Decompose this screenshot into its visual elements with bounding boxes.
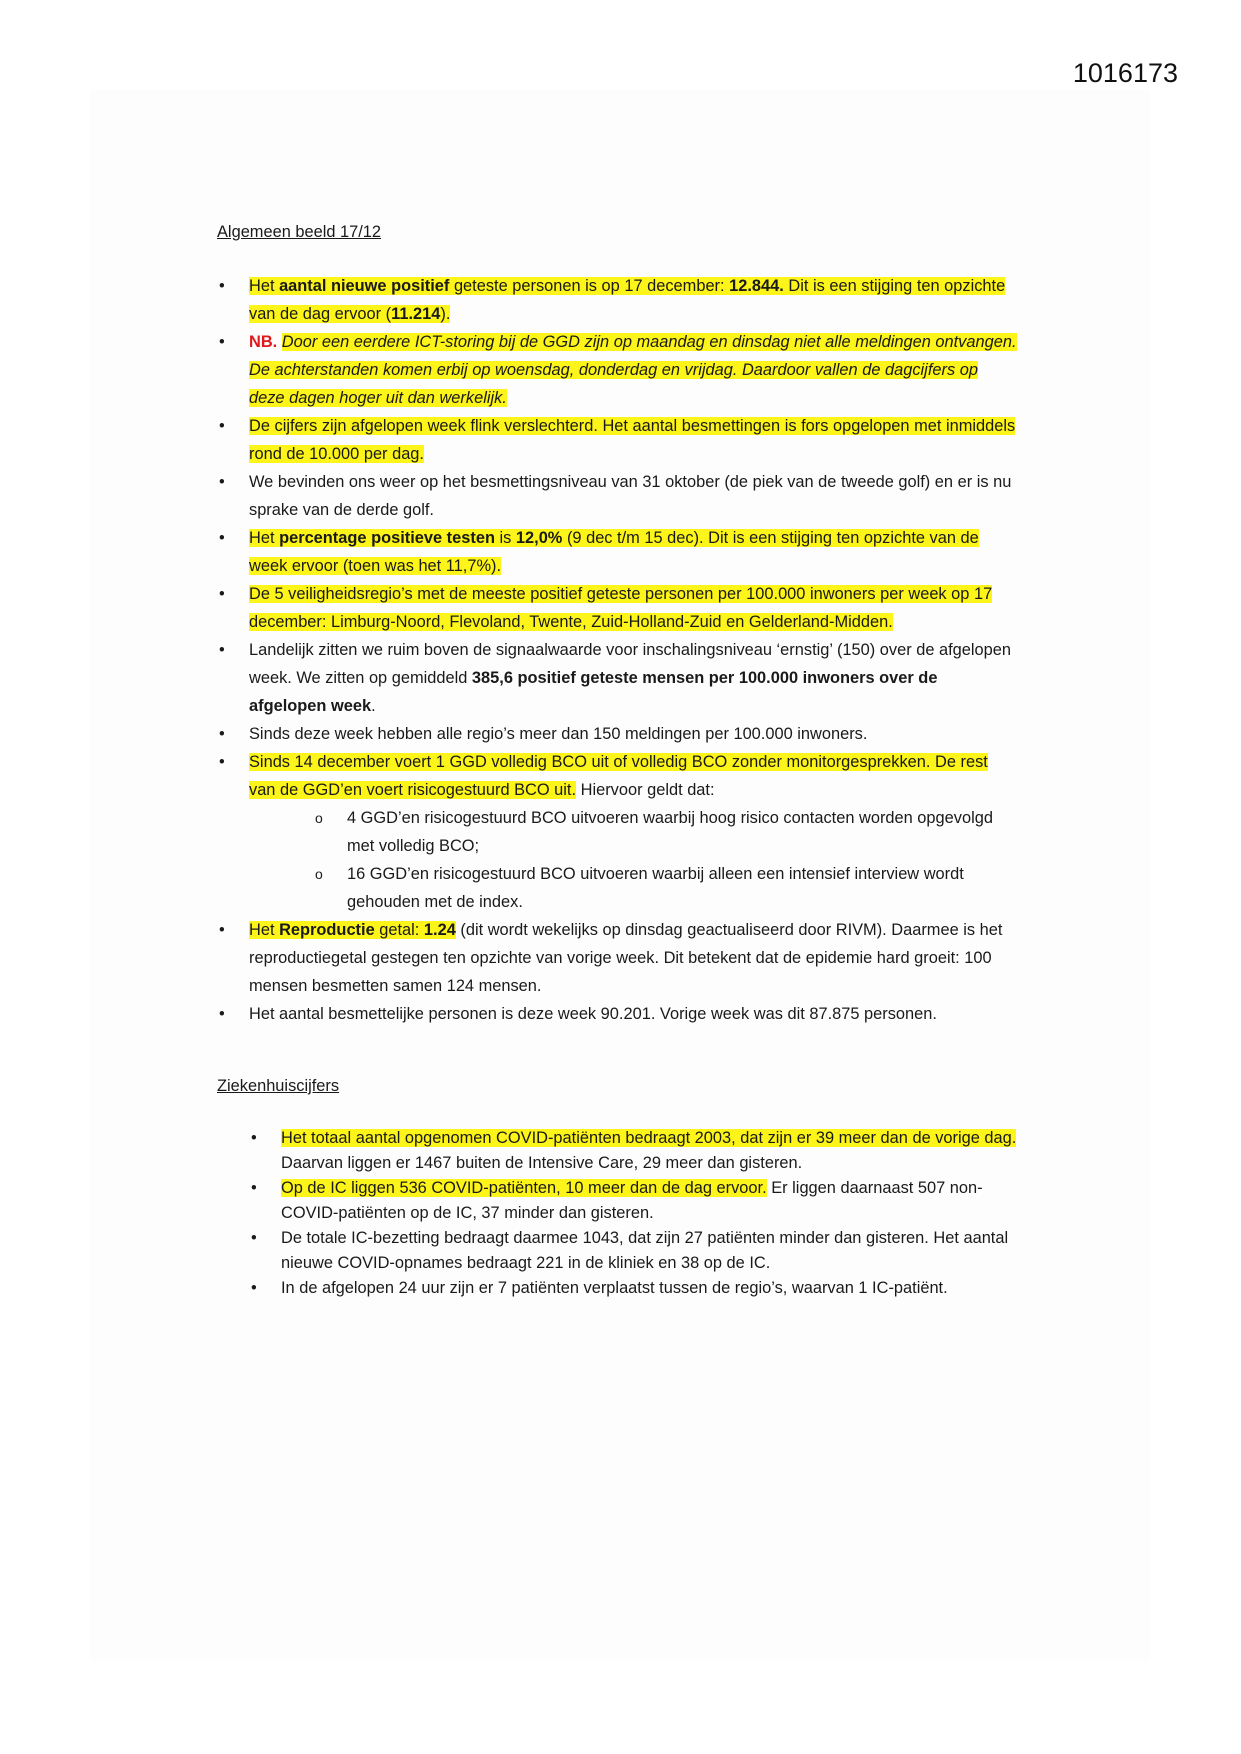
- list-item: • We bevinden ons weer op het besmettingsniveau van 31 oktober (de piek van de tweede golf) en er is nu sprake van de derde golf.: [217, 468, 1017, 524]
- list-item: • De cijfers zijn afgelopen week flink verslechterd. Het aantal besmettingen is fors opgelopen met inmiddels rond de 10.000 per dag.: [217, 412, 1017, 468]
- section-title-algemeen: Algemeen beeld 17/12: [217, 223, 382, 241]
- section-title-ziekenhuis: Ziekenhuiscijfers: [217, 1077, 340, 1095]
- document-number: 1016173: [1072, 58, 1178, 88]
- document-body: [217, 218, 1017, 1301]
- list-item: • Landelijk zitten we ruim boven de signaalwaarde voor inschalingsniveau ‘ernstig’ (150) over de afgelopen week. We zitten op gemiddeld 385,6 positief geteste mensen per 100.000 inwoners over de afgelopen week.: [217, 636, 1017, 720]
- list-item: • Het aantal nieuwe positief geteste personen is op 17 december: 12.844. Dit is een stijging ten opzichte van de dag ervoor (11.214).: [217, 272, 1017, 328]
- list-item: • Het aantal besmettelijke personen is deze week 90.201. Vorige week was dit 87.875 personen.: [217, 1000, 1017, 1028]
- bullet-list-algemeen: [217, 272, 1017, 804]
- sub-list-item: o 4 GGD’en risicogestuurd BCO uitvoeren waarbij hoog risico contacten worden opgevolgd met volledig BCO;: [217, 804, 1017, 860]
- list-item: • Het Reproductie getal: 1.24 (dit wordt wekelijks op dinsdag geactualiseerd door RIVM). Daarmee is het reproductiegetal gestegen ten opzichte van vorige week. Dit betekent dat de epidemie hard groeit: 100 mensen besmetten samen 124 mensen.: [217, 916, 1017, 1000]
- list-item: • Op de IC liggen 536 COVID-patiënten, 10 meer dan de dag ervoor. Er liggen daarnaast 507 non-COVID-patiënten op de IC, 37 minder dan gisteren.: [249, 1176, 1017, 1226]
- list-item: • Sinds deze week hebben alle regio’s meer dan 150 meldingen per 100.000 inwoners.: [217, 720, 1017, 748]
- sub-list-item: o 16 GGD’en risicogestuurd BCO uitvoeren waarbij alleen een intensief interview wordt gehouden met de index.: [217, 860, 1017, 916]
- list-item: • Het percentage positieve testen is 12,0% (9 dec t/m 15 dec). Dit is een stijging ten opzichte van de week ervoor (toen was het 11,7%).: [217, 524, 1017, 580]
- list-item: • Het totaal aantal opgenomen COVID-patiënten bedraagt 2003, dat zijn er 39 meer dan de vorige dag. Daarvan liggen er 1467 buiten de Intensive Care, 29 meer dan gisteren.: [249, 1126, 1017, 1176]
- bullet-list-algemeen-cont: [217, 916, 1017, 1028]
- bullet-list-ziekenhuis: [217, 1126, 1017, 1301]
- list-item: • NB. Door een eerdere ICT-storing bij de GGD zijn op maandag en dinsdag niet alle meldingen ontvangen. De achterstanden komen erbij op woensdag, donderdag en vrijdag. Daardoor vallen de dagcijfers op deze dagen hoger uit dan werkelijk.: [217, 328, 1017, 412]
- list-item: • Sinds 14 december voert 1 GGD volledig BCO uit of volledig BCO zonder monitorgesprekken. De rest van de GGD’en voert risicogestuurd BCO uit. Hiervoor geldt dat:: [217, 748, 1017, 804]
- list-item: • De 5 veiligheidsregio’s met de meeste positief geteste personen per 100.000 inwoners per week op 17 december: Limburg-Noord, Flevoland, Twente, Zuid-Holland-Zuid en Gelderland-Midden.: [217, 580, 1017, 636]
- list-item: • De totale IC-bezetting bedraagt daarmee 1043, dat zijn 27 patiënten minder dan gisteren. Het aantal nieuwe COVID-opnames bedraagt 221 in de kliniek en 38 op de IC.: [249, 1226, 1017, 1276]
- sub-list: [217, 804, 1017, 916]
- list-item: • In de afgelopen 24 uur zijn er 7 patiënten verplaatst tussen de regio’s, waarvan 1 IC-patiënt.: [249, 1276, 1017, 1301]
